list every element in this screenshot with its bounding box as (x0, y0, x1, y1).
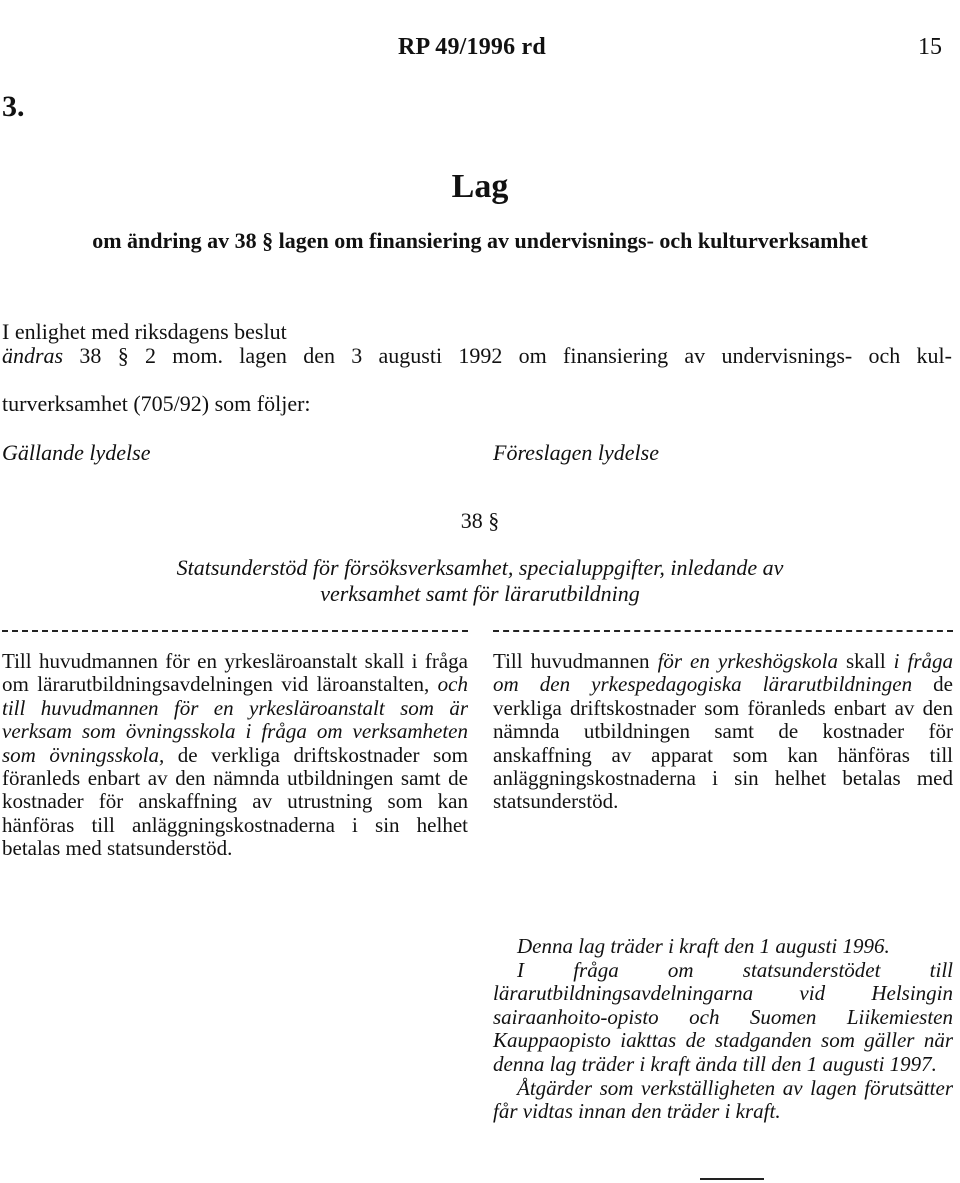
running-header: RP 49/1996 rd (398, 34, 546, 60)
entry-into-force-date: Denna lag träder i kraft den 1 augusti 1996. (517, 934, 890, 958)
proposed-wording-text (493, 650, 953, 814)
implementation-provision: Åtgärder som verkställigheten av lagen förutsätter får vidtas innan den träder i kraft. (493, 1075, 953, 1124)
enactment-line-1: I enlighet med riksdagens beslut (2, 319, 287, 344)
transitional-provision: I fråga om statsunderstödet till lärarutbildningsavdelningarna vid Helsingin sairaanhoito-opisto och Suomen Liikemiesten Kauppaopisto iakttas de stadganden som gäller när denna lag träder i kraft ända till den 1 augusti 1997. (493, 957, 953, 1076)
end-rule (700, 1178, 764, 1180)
paragraph-number: 38 § (460, 508, 500, 533)
enactment-line-3: turverksamhet (705/92) som följer: (2, 391, 311, 416)
omission-dashes-right (493, 630, 953, 634)
enactment-line-2 (2, 344, 952, 392)
current-text-part-1: Till huvudmannen för en yrkesläroanstalt skall i fråga om lärarutbildningsavdelningen vid läroanstalten, (2, 649, 468, 697)
current-text-part-3: de verkliga driftskostnader som föranleds enbart av den nämnda utbildningen samt de kostnader för anskaffning av utrustning som kan hänföras till anläggningskostnaderna i sin helhet betalas med statsunderstöd. (2, 742, 468, 861)
proposed-wording-heading: Föreslagen lydelse (493, 440, 659, 465)
current-wording-text (2, 650, 468, 861)
proposed-text-part-4: i fråga om den yrkespedagogiska lärarutbildningen (493, 649, 954, 697)
paragraph-heading: Statsunderstöd för försöksverksamhet, specialuppgifter, inledande av verksamhet samt för lärarutbildning (176, 555, 784, 606)
current-wording-heading: Gällande lydelse (2, 440, 151, 465)
amend-verb: ändras (2, 343, 64, 368)
proposed-text-part-1: Till huvudmannen (493, 649, 658, 673)
section-number: 3. (2, 90, 25, 123)
law-subtitle: om ändring av 38 § lagen om finansiering av undervisnings- och kulturverksamhet (92, 228, 868, 253)
omission-dashes-left (2, 630, 468, 634)
current-text-part-2: och till huvudmannen för en yrkesläroanstalt som är verksam som övningsskola i fråga om verksamheten som övningsskola, (2, 672, 468, 767)
page-number: 15 (918, 34, 942, 60)
enactment-clause (2, 320, 952, 416)
enactment-line-2-rest: 38 § 2 mom. lagen den 3 augusti 1992 om finansiering av undervisnings- och kul- (63, 343, 952, 368)
entry-into-force (493, 935, 953, 1124)
law-title: Lag (451, 168, 509, 205)
proposed-text-part-2: för en yrkeshögskola (657, 649, 839, 673)
proposed-text-part-5: de verkliga driftskostnader som föranleds enbart av den nämnda utbildningen samt de kostnader för anskaffning av apparat som kan hänföras till anläggningskostnaderna i sin helhet betalas med statsunderstöd. (493, 672, 953, 814)
proposed-text-part-3: skall (838, 649, 894, 673)
